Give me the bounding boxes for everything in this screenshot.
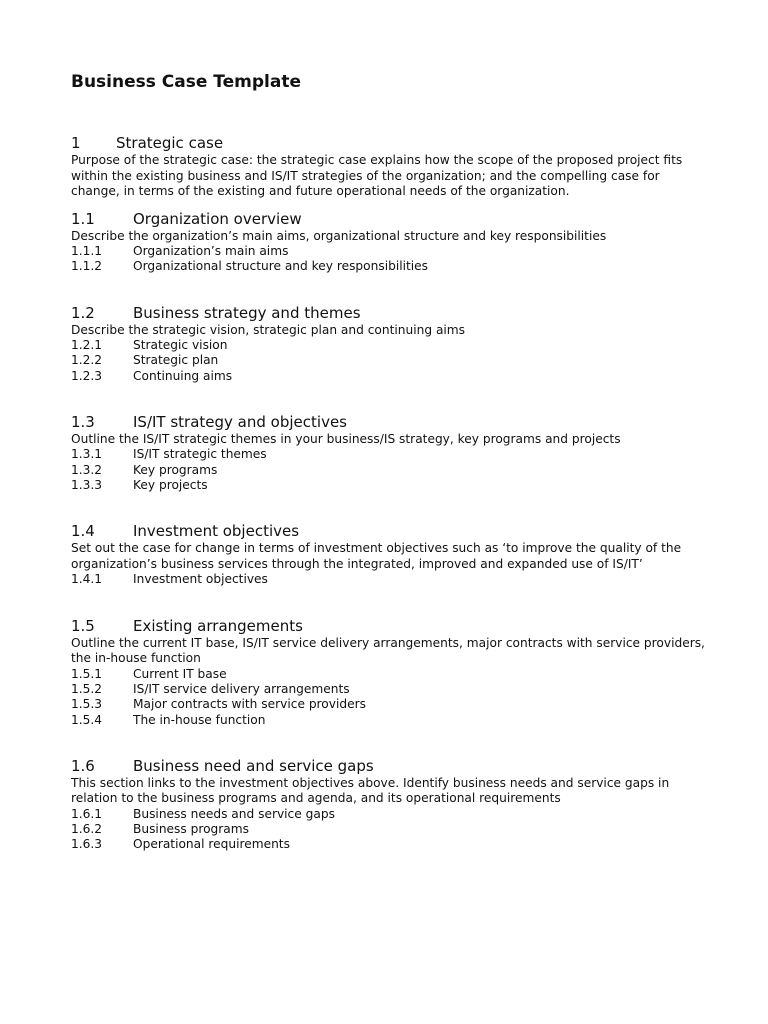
list-item <box>71 463 711 478</box>
item-label: Business needs and service gaps <box>133 806 335 821</box>
section-number: 1.1 <box>71 209 95 228</box>
item-label: Investment objectives <box>133 572 268 587</box>
section-title: Investment objectives <box>133 522 300 541</box>
item-number: 1.3.2 <box>71 462 103 477</box>
section-title: IS/IT strategy and objectives <box>133 412 347 431</box>
section-description: Outline the current IT base, IS/IT service delivery arrangements, major contracts with service providers, the in-house function <box>71 635 705 666</box>
item-label: Major contracts with service providers <box>133 697 366 712</box>
list-item <box>71 667 711 682</box>
item-label: Operational requirements <box>133 837 290 852</box>
section-title: Organization overview <box>133 209 302 228</box>
section-title: Existing arrangements <box>133 616 303 635</box>
section-1-3 <box>71 412 711 493</box>
item-label: IS/IT strategic themes <box>133 447 267 462</box>
document-title: Business Case Template <box>71 72 302 92</box>
section-1-6 <box>71 756 711 853</box>
list-item <box>71 338 711 353</box>
section-description: Describe the strategic vision, strategic plan and continuing aims <box>71 322 466 337</box>
item-label: Key programs <box>133 462 218 477</box>
item-number: 1.5.1 <box>71 666 103 681</box>
section-1 <box>71 133 711 200</box>
item-number: 1.2.3 <box>71 368 103 383</box>
item-label: Current IT base <box>133 666 227 681</box>
list-item <box>71 837 711 852</box>
section-heading <box>71 133 711 153</box>
section-heading <box>71 209 711 229</box>
item-number: 1.6.3 <box>71 837 103 852</box>
section-number: 1.4 <box>71 522 95 541</box>
item-label: The in-house function <box>133 712 266 727</box>
item-label: Organizational structure and key responsibilities <box>133 259 428 274</box>
document-page <box>71 70 711 853</box>
item-number: 1.3.3 <box>71 478 103 493</box>
section-heading <box>71 521 711 541</box>
list-item <box>71 682 711 697</box>
item-label: Continuing aims <box>133 368 233 383</box>
section-title: Business strategy and themes <box>133 303 361 322</box>
section-heading <box>71 412 711 432</box>
section-heading <box>71 756 711 776</box>
section-1-5 <box>71 616 711 728</box>
item-label: Strategic vision <box>133 338 228 353</box>
section-number: 1.3 <box>71 412 95 431</box>
item-number: 1.5.2 <box>71 681 103 696</box>
section-description: Set out the case for change in terms of investment objectives such as ‘to improve the quality of the organization’s business services through the integrated, improved and expanded use of IS/IT’ <box>71 541 682 571</box>
item-label: Strategic plan <box>133 353 219 368</box>
list-item <box>71 244 711 259</box>
section-heading <box>71 303 711 323</box>
section-number: 1.5 <box>71 616 95 635</box>
list-item <box>71 259 711 274</box>
list-item <box>71 478 711 493</box>
list-item <box>71 447 711 462</box>
item-number: 1.5.3 <box>71 697 103 712</box>
list-item <box>71 822 711 837</box>
item-number: 1.1.1 <box>71 244 103 258</box>
section-title: Business need and service gaps <box>133 756 374 775</box>
list-item <box>71 713 711 728</box>
section-description: Purpose of the strategic case: the strategic case explains how the scope of the proposed project fits within the existing business and IS/IT strategies of the organization; and the compelling case for change, in terms of the existing and future operational needs of the organization. <box>71 153 683 198</box>
list-item <box>71 697 711 712</box>
item-number: 1.1.2 <box>71 259 103 274</box>
section-description: Outline the IS/IT strategic themes in your business/IS strategy, key programs and projects <box>71 431 621 446</box>
section-number: 1 <box>71 134 81 152</box>
section-1-1 <box>71 209 711 275</box>
item-number: 1.6.1 <box>71 806 103 821</box>
item-label: Organization’s main aims <box>133 244 289 258</box>
item-label: Business programs <box>133 822 249 837</box>
section-1-4 <box>71 521 711 587</box>
item-label: Key projects <box>133 478 208 493</box>
list-item <box>71 807 711 822</box>
item-number: 1.2.1 <box>71 338 103 353</box>
item-number: 1.6.2 <box>71 822 103 837</box>
section-heading <box>71 616 711 636</box>
item-number: 1.5.4 <box>71 712 103 727</box>
section-number: 1.6 <box>71 756 95 775</box>
item-number: 1.3.1 <box>71 447 103 462</box>
section-description: This section links to the investment objectives above. Identify business needs and service gaps in relation to the business programs and agenda, and its operational requirements <box>71 775 670 806</box>
list-item <box>71 353 711 368</box>
item-number: 1.4.1 <box>71 572 103 587</box>
item-label: IS/IT service delivery arrangements <box>133 681 350 696</box>
section-title: Strategic case <box>116 134 224 152</box>
list-item <box>71 572 711 587</box>
list-item <box>71 369 711 384</box>
section-number: 1.2 <box>71 303 95 322</box>
item-number: 1.2.2 <box>71 353 103 368</box>
section-1-2 <box>71 303 711 384</box>
section-description: Describe the organization’s main aims, organizational structure and key responsibilities <box>71 228 607 243</box>
